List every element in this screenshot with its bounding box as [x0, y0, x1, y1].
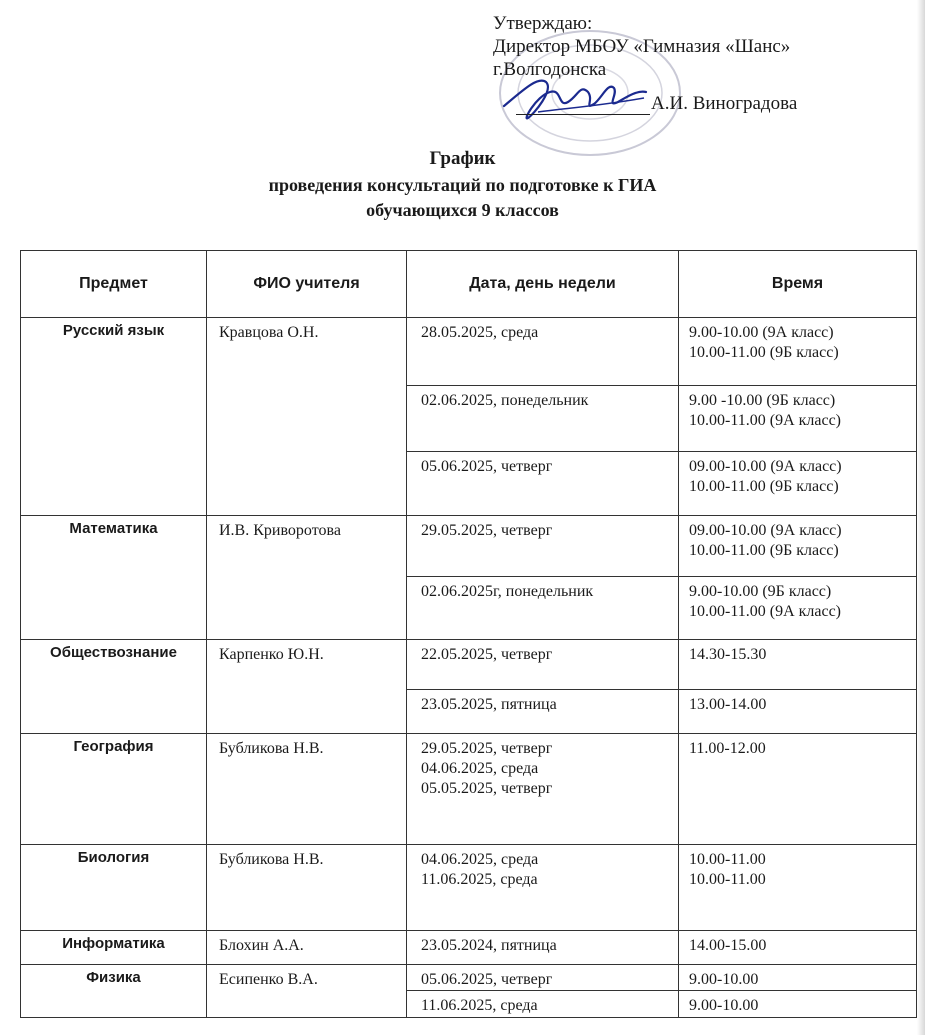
- time-value: 10.00-11.00 (9Б класс): [689, 478, 839, 495]
- approval-heading: Утверждаю:: [493, 13, 593, 34]
- subject-cell: [21, 318, 207, 516]
- header-teacher: ФИО учителя: [207, 251, 407, 318]
- subject-cell: [21, 734, 207, 845]
- date-value: 29.05.2025, четверг: [421, 740, 553, 757]
- header-time: Время: [679, 251, 917, 318]
- date-value: 05.06.2025, четверг: [421, 458, 553, 475]
- subject-name: Обществознание: [50, 644, 177, 661]
- time-cell: [679, 577, 917, 640]
- teacher-cell: [207, 845, 407, 931]
- time-value: 9.00-10.00: [689, 997, 759, 1014]
- teacher-name: Карпенко Ю.Н.: [219, 646, 324, 663]
- time-value: 14.30-15.30: [689, 646, 767, 663]
- time-value: 10.00-11.00: [689, 851, 766, 868]
- time-value: 9.00 -10.00 (9Б класс): [689, 392, 836, 409]
- time-value: 10.00-11.00 (9Б класс): [689, 542, 839, 559]
- approval-block: [493, 12, 790, 81]
- date-cell: [407, 516, 679, 577]
- table-header-row: [21, 251, 917, 318]
- header-date: Дата, день недели: [407, 251, 679, 318]
- table-row: [21, 965, 917, 991]
- date-value: 05.05.2025, четверг: [421, 780, 553, 797]
- time-cell: [679, 991, 917, 1018]
- date-cell: [407, 318, 679, 386]
- date-value: 04.06.2025, среда: [421, 851, 539, 868]
- signature-line: [516, 114, 650, 115]
- teacher-cell: [207, 640, 407, 734]
- subject-cell: [21, 965, 207, 1018]
- time-cell: [679, 452, 917, 516]
- time-value: 14.00-15.00: [689, 937, 767, 954]
- time-cell: [679, 690, 917, 734]
- date-cell: [407, 386, 679, 452]
- signer-name: А.И. Виноградова: [651, 93, 798, 114]
- document-subtitle-2: обучающихся 9 классов: [366, 200, 559, 220]
- table-row: [21, 931, 917, 965]
- time-cell: [679, 931, 917, 965]
- table-row: [21, 734, 917, 845]
- time-cell: [679, 734, 917, 845]
- header-subject: Предмет: [21, 251, 207, 318]
- date-value: 28.05.2025, среда: [421, 324, 539, 341]
- date-cell: [407, 845, 679, 931]
- subject-name: Русский язык: [62, 322, 165, 339]
- subject-name: География: [73, 738, 154, 755]
- date-cell: [407, 452, 679, 516]
- table-row: [21, 516, 917, 577]
- teacher-cell: [207, 318, 407, 516]
- teacher-cell: [207, 734, 407, 845]
- date-value: 23.05.2025, пятница: [421, 696, 557, 713]
- date-value: 11.06.2025, среда: [421, 871, 538, 888]
- time-value: 9.00-10.00 (9А класс): [689, 324, 834, 341]
- date-cell: [407, 577, 679, 640]
- subject-name: Математика: [69, 520, 158, 537]
- date-cell: [407, 991, 679, 1018]
- time-value: 10.00-11.00: [689, 871, 766, 888]
- time-value: 10.00-11.00 (9Б класс): [689, 344, 839, 361]
- date-cell: [407, 931, 679, 965]
- time-cell: [679, 845, 917, 931]
- time-cell: [679, 386, 917, 452]
- teacher-name: Бубликова Н.В.: [219, 740, 324, 757]
- table-row: [21, 845, 917, 931]
- time-value: 9.00-10.00: [689, 971, 759, 988]
- subject-name: Информатика: [62, 935, 165, 952]
- approval-city: г.Волгодонска: [493, 59, 607, 80]
- date-value: 22.05.2025, четверг: [421, 646, 553, 663]
- date-cell: [407, 690, 679, 734]
- date-value: 23.05.2024, пятница: [421, 937, 557, 954]
- date-cell: [407, 965, 679, 991]
- date-value: 11.06.2025, среда: [421, 997, 538, 1014]
- time-value: 11.00-12.00: [689, 740, 766, 757]
- document-subtitle-1: проведения консультаций по подготовке к ГИА: [268, 175, 657, 195]
- teacher-cell: [207, 965, 407, 1018]
- approval-position: Директор МБОУ «Гимназия «Шанс»: [493, 36, 791, 57]
- date-value: 29.05.2025, четверг: [421, 522, 553, 539]
- document-title: График: [429, 148, 496, 169]
- date-value: 02.06.2025г, понедельник: [421, 583, 594, 600]
- time-value: 9.00-10.00 (9Б класс): [689, 583, 832, 600]
- time-cell: [679, 640, 917, 690]
- time-cell: [679, 318, 917, 386]
- subject-cell: [21, 845, 207, 931]
- table-row: [21, 640, 917, 690]
- time-value: 13.00-14.00: [689, 696, 767, 713]
- date-value: 05.06.2025, четверг: [421, 971, 553, 988]
- teacher-name: Бубликова Н.В.: [219, 851, 324, 868]
- subject-cell: [21, 640, 207, 734]
- table-row: [21, 318, 917, 386]
- teacher-cell: [207, 516, 407, 640]
- teacher-name: Есипенко В.А.: [219, 971, 318, 988]
- date-value: 04.06.2025, среда: [421, 760, 539, 777]
- time-value: 10.00-11.00 (9А класс): [689, 603, 842, 620]
- time-value: 09.00-10.00 (9А класс): [689, 458, 842, 475]
- date-cell: [407, 734, 679, 845]
- time-value: 10.00-11.00 (9А класс): [689, 412, 842, 429]
- time-value: 09.00-10.00 (9А класс): [689, 522, 842, 539]
- time-cell: [679, 965, 917, 991]
- date-value: 02.06.2025, понедельник: [421, 392, 589, 409]
- teacher-name: И.В. Криворотова: [219, 522, 341, 539]
- time-cell: [679, 516, 917, 577]
- subject-name: Физика: [86, 969, 141, 986]
- subject-cell: [21, 516, 207, 640]
- teacher-cell: [207, 931, 407, 965]
- subject-cell: [21, 931, 207, 965]
- teacher-name: Блохин А.А.: [219, 937, 304, 954]
- subject-name: Биология: [77, 849, 150, 866]
- date-cell: [407, 640, 679, 690]
- teacher-name: Кравцова О.Н.: [219, 324, 319, 341]
- consultation-schedule-table: [20, 250, 917, 1018]
